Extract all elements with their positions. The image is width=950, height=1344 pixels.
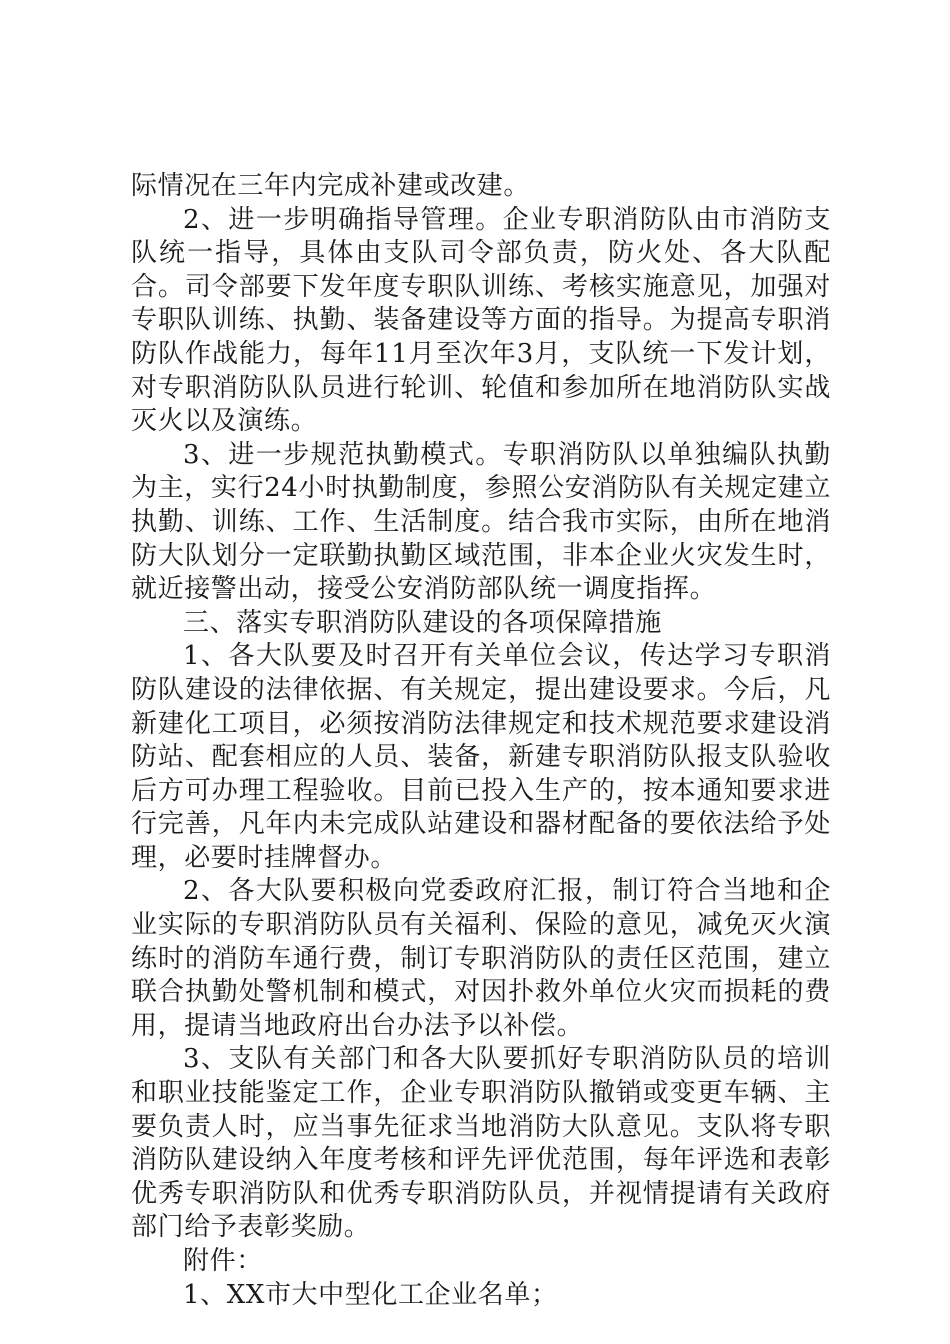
paragraph-government-report: 2、各大队要积极向党委政府汇报，制订符合当地和企业实际的专职消防队员有关福利、保险的意见，减免灭火演练时的消防车通行费，制订专职消防队的责任区范围，建立联合执勤处警机制和模式，对因扑救外单位火灾而损耗的费用，提请当地政府出台办法予以补偿。 — [131, 876, 831, 1041]
document-body — [131, 170, 831, 1312]
paragraph-continuation: 际情况在三年内完成补建或改建。 — [131, 171, 531, 201]
section-heading-safeguards: 三、落实专职消防队建设的各项保障措施 — [183, 607, 662, 638]
paragraph-duty-mode: 3、进一步规范执勤模式。专职消防队以单独编队执勤为主，实行24小时执勤制度，参照公安消防队有关规定建立执勤、训练、工作、生活制度。结合我市实际，由所在地消防大队划分一定联勤执勤区域范围，非本企业火灾发生时，就近接警出动，接受公安消防部队统一调度指挥。 — [131, 439, 831, 605]
attachments-label: 附件： — [183, 1246, 263, 1276]
attachment-item-1: 1、XX市大中型化工企业名单； — [183, 1279, 558, 1310]
paragraph-training-appraisal: 3、支队有关部门和各大队要抓好专职消防队员的培训和职业技能鉴定工作，企业专职消防队撤销或变更车辆、主要负责人时，应当事先征求当地消防大队意见。支队将专职消防队建设纳入年度考核和评先评优范围，每年评选和表彰优秀专职消防队和优秀专职消防队员，并视情提请有关政府部门给予表彰奖励。 — [131, 1044, 831, 1243]
paragraph-meetings-requirements: 1、各大队要及时召开有关单位会议，传达学习专职消防队建设的法律依据、有关规定，提出建设要求。今后，凡新建化工项目，必须按消防法律规定和技术规范要求建设消防站、配套相应的人员、装备，新建专职消防队报支队验收后方可办理工程验收。目前已投入生产的，按本通知要求进行完善，凡年内未完成队站建设和器材配备的要依法给予处理，必要时挂牌督办。 — [131, 641, 831, 873]
paragraph-guidance-management: 2、进一步明确指导管理。企业专职消防队由市消防支队统一指导，具体由支队司令部负责，防火处、各大队配合。司令部要下发年度专职队训练、考核实施意见，加强对专职队训练、执勤、装备建设等方面的指导。为提高专职消防队作战能力，每年11月至次年3月，支队统一下发计划，对专职消防队队员进行轮训、轮值和参加所在地消防队实战灭火以及演练。 — [131, 204, 831, 437]
